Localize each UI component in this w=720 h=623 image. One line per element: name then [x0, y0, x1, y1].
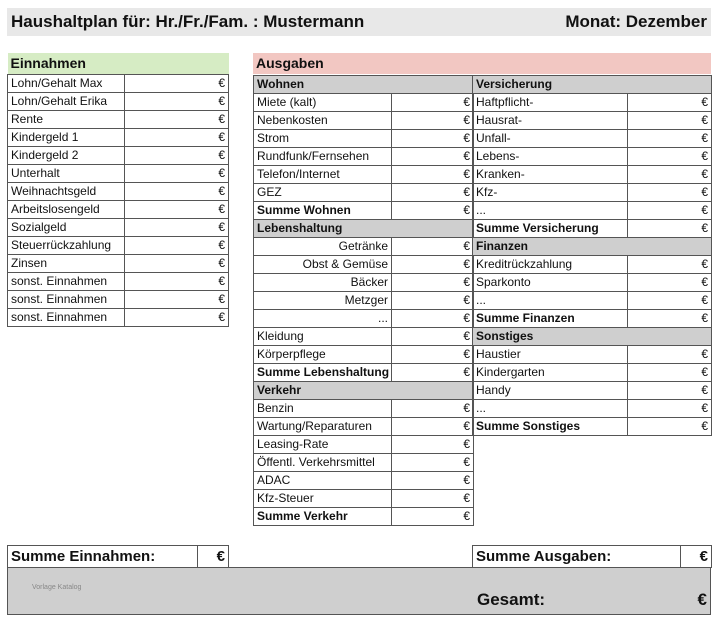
finanzen-item — [473, 256, 712, 274]
versicherung-item-label: Kfz- — [473, 184, 628, 202]
wohnen-item-amount[interactable]: € — [392, 148, 474, 166]
einnahmen-item-amount[interactable]: € — [125, 219, 229, 237]
verkehr-item-label: ADAC — [254, 472, 392, 490]
lebenshaltung-subitem-label: Obst & Gemüse — [254, 256, 392, 274]
summe-sonstiges-amount[interactable]: € — [628, 418, 712, 436]
sonstiges-item-label: Haustier — [473, 346, 628, 364]
einnahmen-item-amount[interactable]: € — [125, 255, 229, 273]
lebenshaltung-subitem — [254, 292, 474, 310]
einnahmen-item-label: Kindergeld 2 — [8, 147, 125, 165]
verkehr-item-label: Benzin — [254, 400, 392, 418]
summe-einnahmen-row — [7, 545, 229, 568]
einnahmen-item — [8, 75, 229, 93]
sonstiges-item-amount[interactable]: € — [628, 400, 712, 418]
group-finanzen — [473, 238, 712, 256]
sonstiges-item-label: ... — [473, 400, 628, 418]
lebenshaltung-subitem-amount[interactable]: € — [392, 238, 474, 256]
ausgaben-left-table — [253, 75, 474, 526]
einnahmen-item — [8, 201, 229, 219]
lebenshaltung-subitem-label: Bäcker — [254, 274, 392, 292]
wohnen-item-label: GEZ — [254, 184, 392, 202]
verkehr-item — [254, 490, 474, 508]
versicherung-item-label: Haftpflicht- — [473, 94, 628, 112]
wohnen-item-amount[interactable]: € — [392, 94, 474, 112]
page-header — [7, 8, 711, 36]
wohnen-item-amount[interactable]: € — [392, 166, 474, 184]
lebenshaltung-item — [254, 328, 474, 346]
sonstiges-item — [473, 346, 712, 364]
ausgaben-title: Ausgaben — [253, 53, 711, 74]
versicherung-item — [473, 202, 712, 220]
sonstiges-item-amount[interactable]: € — [628, 364, 712, 382]
versicherung-item-amount[interactable]: € — [628, 130, 712, 148]
versicherung-item-label: ... — [473, 202, 628, 220]
versicherung-item-amount[interactable]: € — [628, 148, 712, 166]
wohnen-item-label: Telefon/Internet — [254, 166, 392, 184]
page-title: Haushaltplan für: Hr./Fr./Fam. : Mustermann — [11, 12, 365, 31]
verkehr-item-amount[interactable]: € — [392, 436, 474, 454]
summe-einnahmen-value[interactable]: € — [198, 546, 229, 568]
group-sonstiges-label: Sonstiges — [473, 328, 712, 346]
wohnen-item — [254, 166, 474, 184]
versicherung-item-label: Kranken- — [473, 166, 628, 184]
lebenshaltung-subitem — [254, 256, 474, 274]
wohnen-item-label: Rundfunk/Fernsehen — [254, 148, 392, 166]
lebenshaltung-item — [254, 346, 474, 364]
summe-ausgaben-row — [472, 545, 712, 568]
group-versicherung — [473, 76, 712, 94]
einnahmen-item-amount[interactable]: € — [125, 111, 229, 129]
einnahmen-item-label: Unterhalt — [8, 165, 125, 183]
einnahmen-item-label: Zinsen — [8, 255, 125, 273]
summe-verkehr-amount[interactable]: € — [392, 508, 474, 526]
lebenshaltung-subitem — [254, 274, 474, 292]
verkehr-item-amount[interactable]: € — [392, 400, 474, 418]
ausgaben-right-table — [472, 75, 712, 436]
einnahmen-item — [8, 93, 229, 111]
verkehr-item-amount[interactable]: € — [392, 490, 474, 508]
einnahmen-item-amount[interactable]: € — [125, 201, 229, 219]
einnahmen-item-amount[interactable]: € — [125, 273, 229, 291]
summe-wohnen — [254, 202, 474, 220]
einnahmen-item-label: Lohn/Gehalt Erika — [8, 93, 125, 111]
einnahmen-item-amount[interactable]: € — [125, 147, 229, 165]
einnahmen-item-amount[interactable]: € — [125, 75, 229, 93]
watermark: Vorlage Katalog — [32, 584, 82, 591]
lebenshaltung-subitem-label: Metzger — [254, 292, 392, 310]
wohnen-item-amount[interactable]: € — [392, 130, 474, 148]
einnahmen-item — [8, 183, 229, 201]
einnahmen-item — [8, 237, 229, 255]
finanzen-item-label: Sparkonto — [473, 274, 628, 292]
summe-verkehr — [254, 508, 474, 526]
group-sonstiges — [473, 328, 712, 346]
versicherung-item-amount[interactable]: € — [628, 166, 712, 184]
sonstiges-item — [473, 382, 712, 400]
versicherung-item — [473, 166, 712, 184]
summe-sonstiges-label: Summe Sonstiges — [473, 418, 628, 436]
summe-lebenshaltung-label: Summe Lebenshaltung — [254, 364, 392, 382]
wohnen-item-label: Nebenkosten — [254, 112, 392, 130]
versicherung-item-label: Lebens- — [473, 148, 628, 166]
group-lebenshaltung — [254, 220, 474, 238]
summe-einnahmen-label: Summe Einnahmen: — [8, 546, 198, 568]
einnahmen-item-amount[interactable]: € — [125, 291, 229, 309]
finanzen-item-amount[interactable]: € — [628, 256, 712, 274]
einnahmen-item-label: sonst. Einnahmen — [8, 291, 125, 309]
einnahmen-item-amount[interactable]: € — [125, 93, 229, 111]
verkehr-item — [254, 436, 474, 454]
verkehr-item-amount[interactable]: € — [392, 472, 474, 490]
einnahmen-table — [7, 53, 229, 327]
finanzen-item-amount[interactable]: € — [628, 292, 712, 310]
wohnen-item — [254, 148, 474, 166]
einnahmen-item-amount[interactable]: € — [125, 165, 229, 183]
einnahmen-item — [8, 255, 229, 273]
einnahmen-item — [8, 273, 229, 291]
sonstiges-item — [473, 400, 712, 418]
lebenshaltung-item-label: Körperpflege — [254, 346, 392, 364]
verkehr-item-label: Öffentl. Verkehrsmittel — [254, 454, 392, 472]
einnahmen-item — [8, 219, 229, 237]
einnahmen-item-amount[interactable]: € — [125, 309, 229, 327]
einnahmen-item-label: Steuerrückzahlung — [8, 237, 125, 255]
wohnen-item — [254, 94, 474, 112]
summe-finanzen-label: Summe Finanzen — [473, 310, 628, 328]
einnahmen-item — [8, 147, 229, 165]
sonstiges-item-label: Kindergarten — [473, 364, 628, 382]
versicherung-item-label: Unfall- — [473, 130, 628, 148]
wohnen-item — [254, 130, 474, 148]
gesamt-label: Gesamt: — [477, 590, 546, 609]
wohnen-item-label: Strom — [254, 130, 392, 148]
einnahmen-item — [8, 291, 229, 309]
wohnen-item-label: Miete (kalt) — [254, 94, 392, 112]
wohnen-item — [254, 112, 474, 130]
lebenshaltung-subitem-amount[interactable]: € — [392, 274, 474, 292]
verkehr-item-label: Kfz-Steuer — [254, 490, 392, 508]
versicherung-item — [473, 112, 712, 130]
verkehr-item — [254, 400, 474, 418]
lebenshaltung-subitem-amount[interactable]: € — [392, 292, 474, 310]
lebenshaltung-subitem — [254, 310, 474, 328]
gesamt-row — [473, 590, 711, 610]
finanzen-item-label: Kreditrückzahlung — [473, 256, 628, 274]
summe-lebenshaltung — [254, 364, 474, 382]
lebenshaltung-subitem-label: Getränke — [254, 238, 392, 256]
einnahmen-item-label: Weihnachtsgeld — [8, 183, 125, 201]
lebenshaltung-item-label: Kleidung — [254, 328, 392, 346]
summe-sonstiges — [473, 418, 712, 436]
einnahmen-item — [8, 165, 229, 183]
verkehr-item-amount[interactable]: € — [392, 454, 474, 472]
lebenshaltung-subitem-label: ... — [254, 310, 392, 328]
einnahmen-title: Einnahmen — [8, 53, 229, 75]
group-lebenshaltung-label: Lebenshaltung — [254, 220, 474, 238]
sonstiges-item — [473, 364, 712, 382]
lebenshaltung-item-amount[interactable]: € — [392, 346, 474, 364]
group-finanzen-label: Finanzen — [473, 238, 712, 256]
summe-verkehr-label: Summe Verkehr — [254, 508, 392, 526]
einnahmen-item-amount[interactable]: € — [125, 237, 229, 255]
lebenshaltung-item-amount[interactable]: € — [392, 328, 474, 346]
versicherung-item-amount[interactable]: € — [628, 112, 712, 130]
versicherung-item-amount[interactable]: € — [628, 202, 712, 220]
versicherung-item-amount[interactable]: € — [628, 184, 712, 202]
finanzen-item — [473, 274, 712, 292]
group-verkehr — [254, 382, 474, 400]
verkehr-item — [254, 454, 474, 472]
einnahmen-item-label: Arbeitslosengeld — [8, 201, 125, 219]
versicherung-item — [473, 148, 712, 166]
summe-ausgaben-label: Summe Ausgaben: — [473, 546, 681, 568]
einnahmen-item-label: Lohn/Gehalt Max — [8, 75, 125, 93]
summe-finanzen-amount[interactable]: € — [628, 310, 712, 328]
einnahmen-item — [8, 129, 229, 147]
finanzen-item — [473, 292, 712, 310]
einnahmen-item-label: Kindergeld 1 — [8, 129, 125, 147]
verkehr-item-label: Leasing-Rate — [254, 436, 392, 454]
summe-versicherung-amount[interactable]: € — [628, 220, 712, 238]
wohnen-item-amount[interactable]: € — [392, 184, 474, 202]
einnahmen-item-amount[interactable]: € — [125, 129, 229, 147]
group-versicherung-label: Versicherung — [473, 76, 712, 94]
einnahmen-item-label: sonst. Einnahmen — [8, 273, 125, 291]
sonstiges-item-label: Handy — [473, 382, 628, 400]
wohnen-item-amount[interactable]: € — [392, 112, 474, 130]
summe-wohnen-amount[interactable]: € — [392, 202, 474, 220]
summe-lebenshaltung-amount[interactable]: € — [392, 364, 474, 382]
einnahmen-item-label: sonst. Einnahmen — [8, 309, 125, 327]
group-wohnen — [254, 76, 474, 94]
versicherung-item-label: Hausrat- — [473, 112, 628, 130]
einnahmen-item — [8, 309, 229, 327]
einnahmen-item-label: Rente — [8, 111, 125, 129]
verkehr-item — [254, 418, 474, 436]
finanzen-item-amount[interactable]: € — [628, 274, 712, 292]
einnahmen-item-amount[interactable]: € — [125, 183, 229, 201]
versicherung-item — [473, 130, 712, 148]
summe-ausgaben-value[interactable]: € — [681, 546, 712, 568]
verkehr-item — [254, 472, 474, 490]
month-label: Monat: Dezember — [565, 12, 707, 31]
versicherung-item-amount[interactable]: € — [628, 94, 712, 112]
lebenshaltung-subitem-amount[interactable]: € — [392, 310, 474, 328]
summe-versicherung — [473, 220, 712, 238]
gesamt-value[interactable]: € — [697, 590, 707, 609]
group-wohnen-label: Wohnen — [254, 76, 474, 94]
wohnen-item — [254, 184, 474, 202]
summe-finanzen — [473, 310, 712, 328]
finanzen-item-label: ... — [473, 292, 628, 310]
sonstiges-item-amount[interactable]: € — [628, 346, 712, 364]
verkehr-item-label: Wartung/Reparaturen — [254, 418, 392, 436]
group-verkehr-label: Verkehr — [254, 382, 474, 400]
versicherung-item — [473, 94, 712, 112]
lebenshaltung-subitem-amount[interactable]: € — [392, 256, 474, 274]
einnahmen-item — [8, 111, 229, 129]
einnahmen-item-label: Sozialgeld — [8, 219, 125, 237]
verkehr-item-amount[interactable]: € — [392, 418, 474, 436]
lebenshaltung-subitem — [254, 238, 474, 256]
sonstiges-item-amount[interactable]: € — [628, 382, 712, 400]
summe-wohnen-label: Summe Wohnen — [254, 202, 392, 220]
summe-versicherung-label: Summe Versicherung — [473, 220, 628, 238]
versicherung-item — [473, 184, 712, 202]
